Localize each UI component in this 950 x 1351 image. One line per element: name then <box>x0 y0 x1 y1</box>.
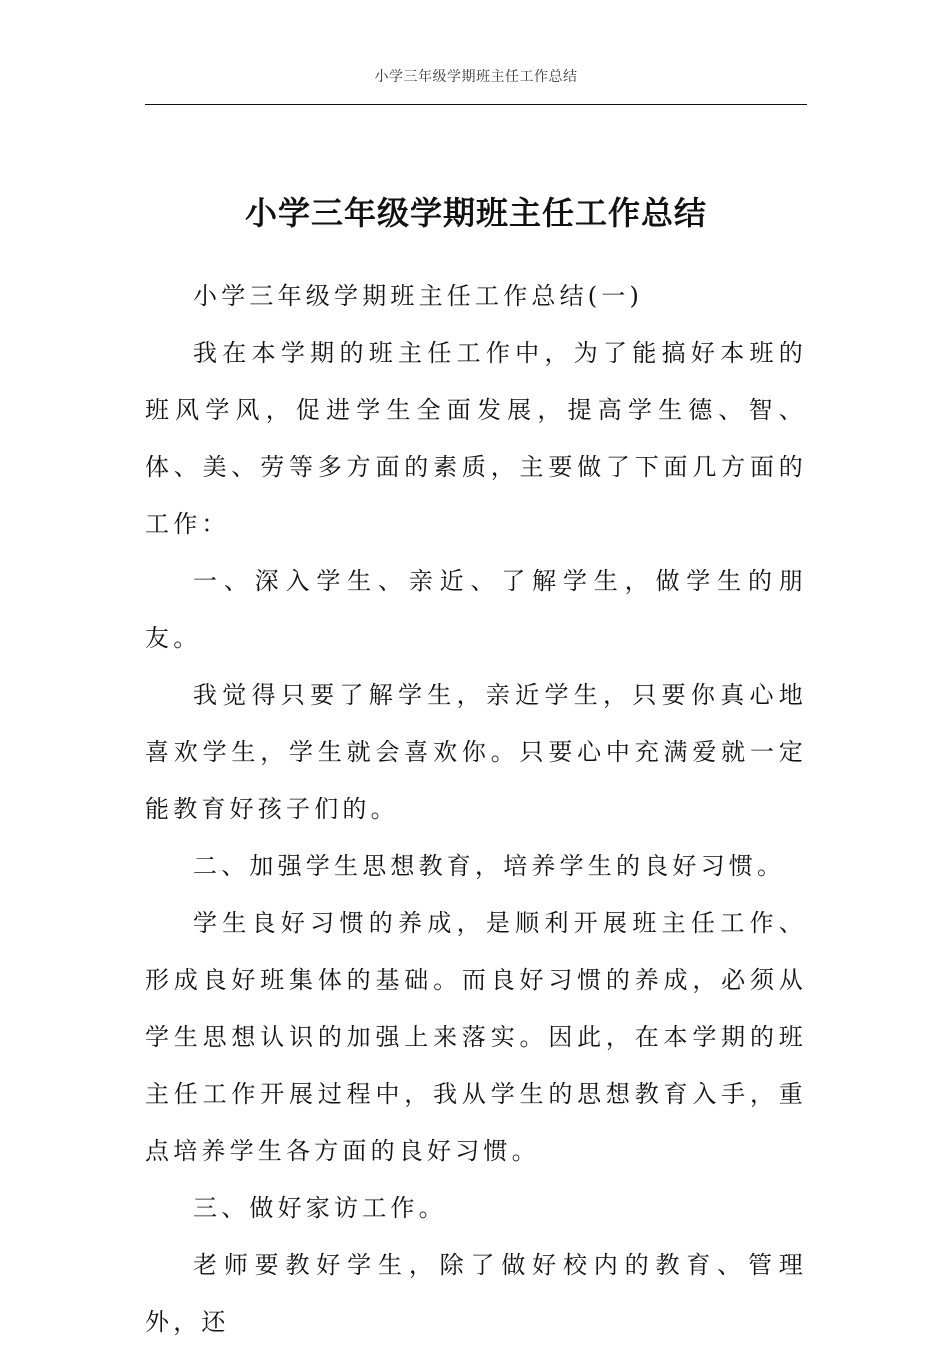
paragraph: 我在本学期的班主任工作中，为了能搞好本班的班风学风，促进学生全面发展，提高学生德、智、体、美、劳等多方面的素质，主要做了下面几方面的工作： <box>145 339 807 538</box>
paragraph-subtitle: 小学三年级学期班主任工作总结(一) <box>193 282 644 310</box>
paragraph: 我觉得只要了解学生，亲近学生，只要你真心地喜欢学生，学生就会喜欢你。只要心中充满爱就一定能教育好孩子们的。 <box>145 681 807 823</box>
document-title: 小学三年级学期班主任工作总结 <box>244 194 707 232</box>
header-divider <box>145 104 807 105</box>
section-heading-1: 一、深入学生、亲近、了解学生，做学生的朋友。 <box>145 567 807 652</box>
section-heading-3: 三、做好家访工作。 <box>193 1194 447 1222</box>
paragraph: 老师要教好学生，除了做好校内的教育、管理外，还 <box>145 1251 807 1336</box>
running-header: 小学三年级学期班主任工作总结 <box>374 69 578 85</box>
paragraph: 学生良好习惯的养成，是顺利开展班主任工作、形成良好班集体的基础。而良好习惯的养成，必须从学生思想认识的加强上来落实。因此，在本学期的班主任工作开展过程中，我从学生的思想教育入手，重点培养学生各方面的良好习惯。 <box>145 909 807 1165</box>
section-heading-2: 二、加强学生思想教育，培养学生的良好习惯。 <box>193 852 786 880</box>
document-body <box>145 268 807 1351</box>
